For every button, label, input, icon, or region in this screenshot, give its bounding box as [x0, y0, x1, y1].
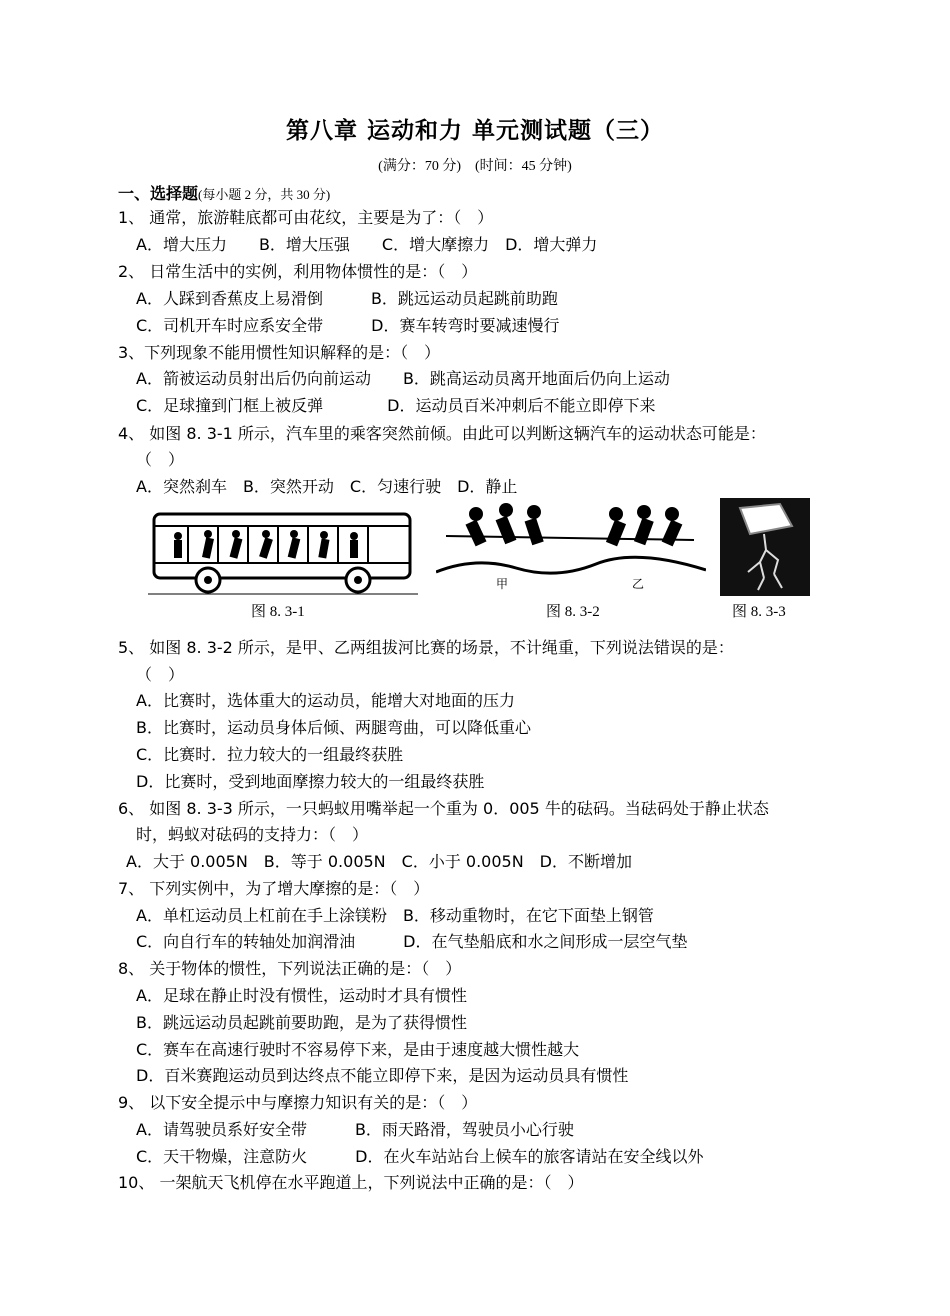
question-8: 8、 关于物体的惯性，下列说法正确的是：（ ） — [118, 959, 462, 978]
option-8a: A．足球在静止时没有惯性，运动时才具有惯性 — [136, 986, 467, 1005]
ant-figure — [720, 498, 810, 596]
options-2a: A．人踩到香蕉皮上易滑倒 B．跳远运动员起跳前助跑 — [136, 289, 558, 308]
options-2b: C．司机开车时应系安全带 D．赛车转弯时要减速慢行 — [136, 316, 560, 335]
team-b-label: 乙 — [632, 577, 645, 590]
bus-figure — [148, 508, 418, 598]
section-title: 一、选择题 — [118, 184, 199, 203]
options-3a: A．箭被运动员射出后仍向前运动 B．跳高运动员离开地面后仍向上运动 — [136, 369, 670, 388]
options-1: A．增大压力 B．增大压强 C．增大摩擦力 D．增大弹力 — [136, 235, 598, 254]
question-3: 3、下列现象不能用惯性知识解释的是：（ ） — [118, 343, 441, 362]
question-6-cont: 时，蚂蚁对砝码的支持力：（ ） — [136, 825, 369, 844]
figure-caption-1: 图 8. 3-1 — [251, 604, 305, 620]
question-9: 9、 以下安全提示中与摩擦力知识有关的是：（ ） — [118, 1093, 478, 1112]
option-8d: D．百米赛跑运动员到达终点不能立即停下来，是因为运动员具有惯性 — [136, 1066, 629, 1085]
tug-of-war-figure — [436, 498, 706, 590]
question-4-paren: （ ） — [136, 450, 185, 469]
question-1: 1、 通常，旅游鞋底都可由花纹，主要是为了：（ ） — [118, 208, 494, 227]
section-heading — [118, 181, 330, 204]
options-3b: C．足球撞到门框上被反弹 D．运动员百米冲刺后不能立即停下来 — [136, 396, 656, 415]
figure-caption-3: 图 8. 3-3 — [732, 604, 786, 620]
options-4: A．突然刹车 B．突然开动 C．匀速行驶 D．静止 — [136, 477, 518, 496]
option-5c: C．比赛时．拉力较大的一组最终获胜 — [136, 745, 404, 764]
option-8c: C．赛车在高速行驶时不容易停下来，是由于速度越大惯性越大 — [136, 1040, 580, 1059]
question-5-paren: （ ） — [136, 665, 185, 684]
team-a-label: 甲 — [496, 577, 509, 590]
section-note: (每小题 2 分，共 30 分) — [198, 187, 331, 202]
option-5a: A．比赛时，选体重大的运动员，能增大对地面的压力 — [136, 691, 515, 710]
question-5: 5、 如图 8. 3-2 所示，是甲、乙两组拔河比赛的场景，不计绳重，下列说法错误的是： — [118, 638, 734, 657]
question-6: 6、 如图 8. 3-3 所示，一只蚂蚁用嘴举起一个重为 0．005 牛的砝码。当砝码处于静止状态 — [118, 799, 769, 818]
options-7a: A．单杠运动员上杠前在手上涂镁粉 B．移动重物时，在它下面垫上钢管 — [136, 906, 654, 925]
exam-info: (满分：70 分) (时间：45 分钟) — [378, 159, 572, 174]
options-9b: C．天干物燥，注意防火 D．在火车站站台上候车的旅客请站在安全线以外 — [136, 1147, 704, 1166]
option-8b: B．跳远运动员起跳前要助跑，是为了获得惯性 — [136, 1013, 467, 1032]
page-title: 第八章 运动和力 单元测试题（三） — [285, 117, 664, 144]
figure-caption-2: 图 8. 3-2 — [546, 604, 600, 620]
question-2: 2、 日常生活中的实例，利用物体惯性的是：（ ） — [118, 262, 478, 281]
question-7: 7、 下列实例中，为了增大摩擦的是：（ ） — [118, 879, 430, 898]
options-6: A．大于 0.005N B．等于 0.005N C．小于 0.005N D．不断增加 — [126, 852, 632, 871]
option-5d: D．比赛时，受到地面摩擦力较大的一组最终获胜 — [136, 772, 485, 791]
question-4: 4、 如图 8. 3-1 所示，汽车里的乘客突然前倾。由此可以判断这辆汽车的运动状态可能是： — [118, 424, 766, 443]
figures-row — [148, 498, 813, 624]
options-9a: A．请驾驶员系好安全带 B．雨天路滑，驾驶员小心行驶 — [136, 1120, 574, 1139]
option-5b: B．比赛时，运动员身体后倾、两腿弯曲，可以降低重心 — [136, 718, 531, 737]
options-7b: C．向自行车的转轴处加润滑油 D．在气垫船底和水之间形成一层空气垫 — [136, 932, 688, 951]
question-10: 10、 一架航天飞机停在水平跑道上，下列说法中正确的是：（ ） — [118, 1173, 584, 1192]
